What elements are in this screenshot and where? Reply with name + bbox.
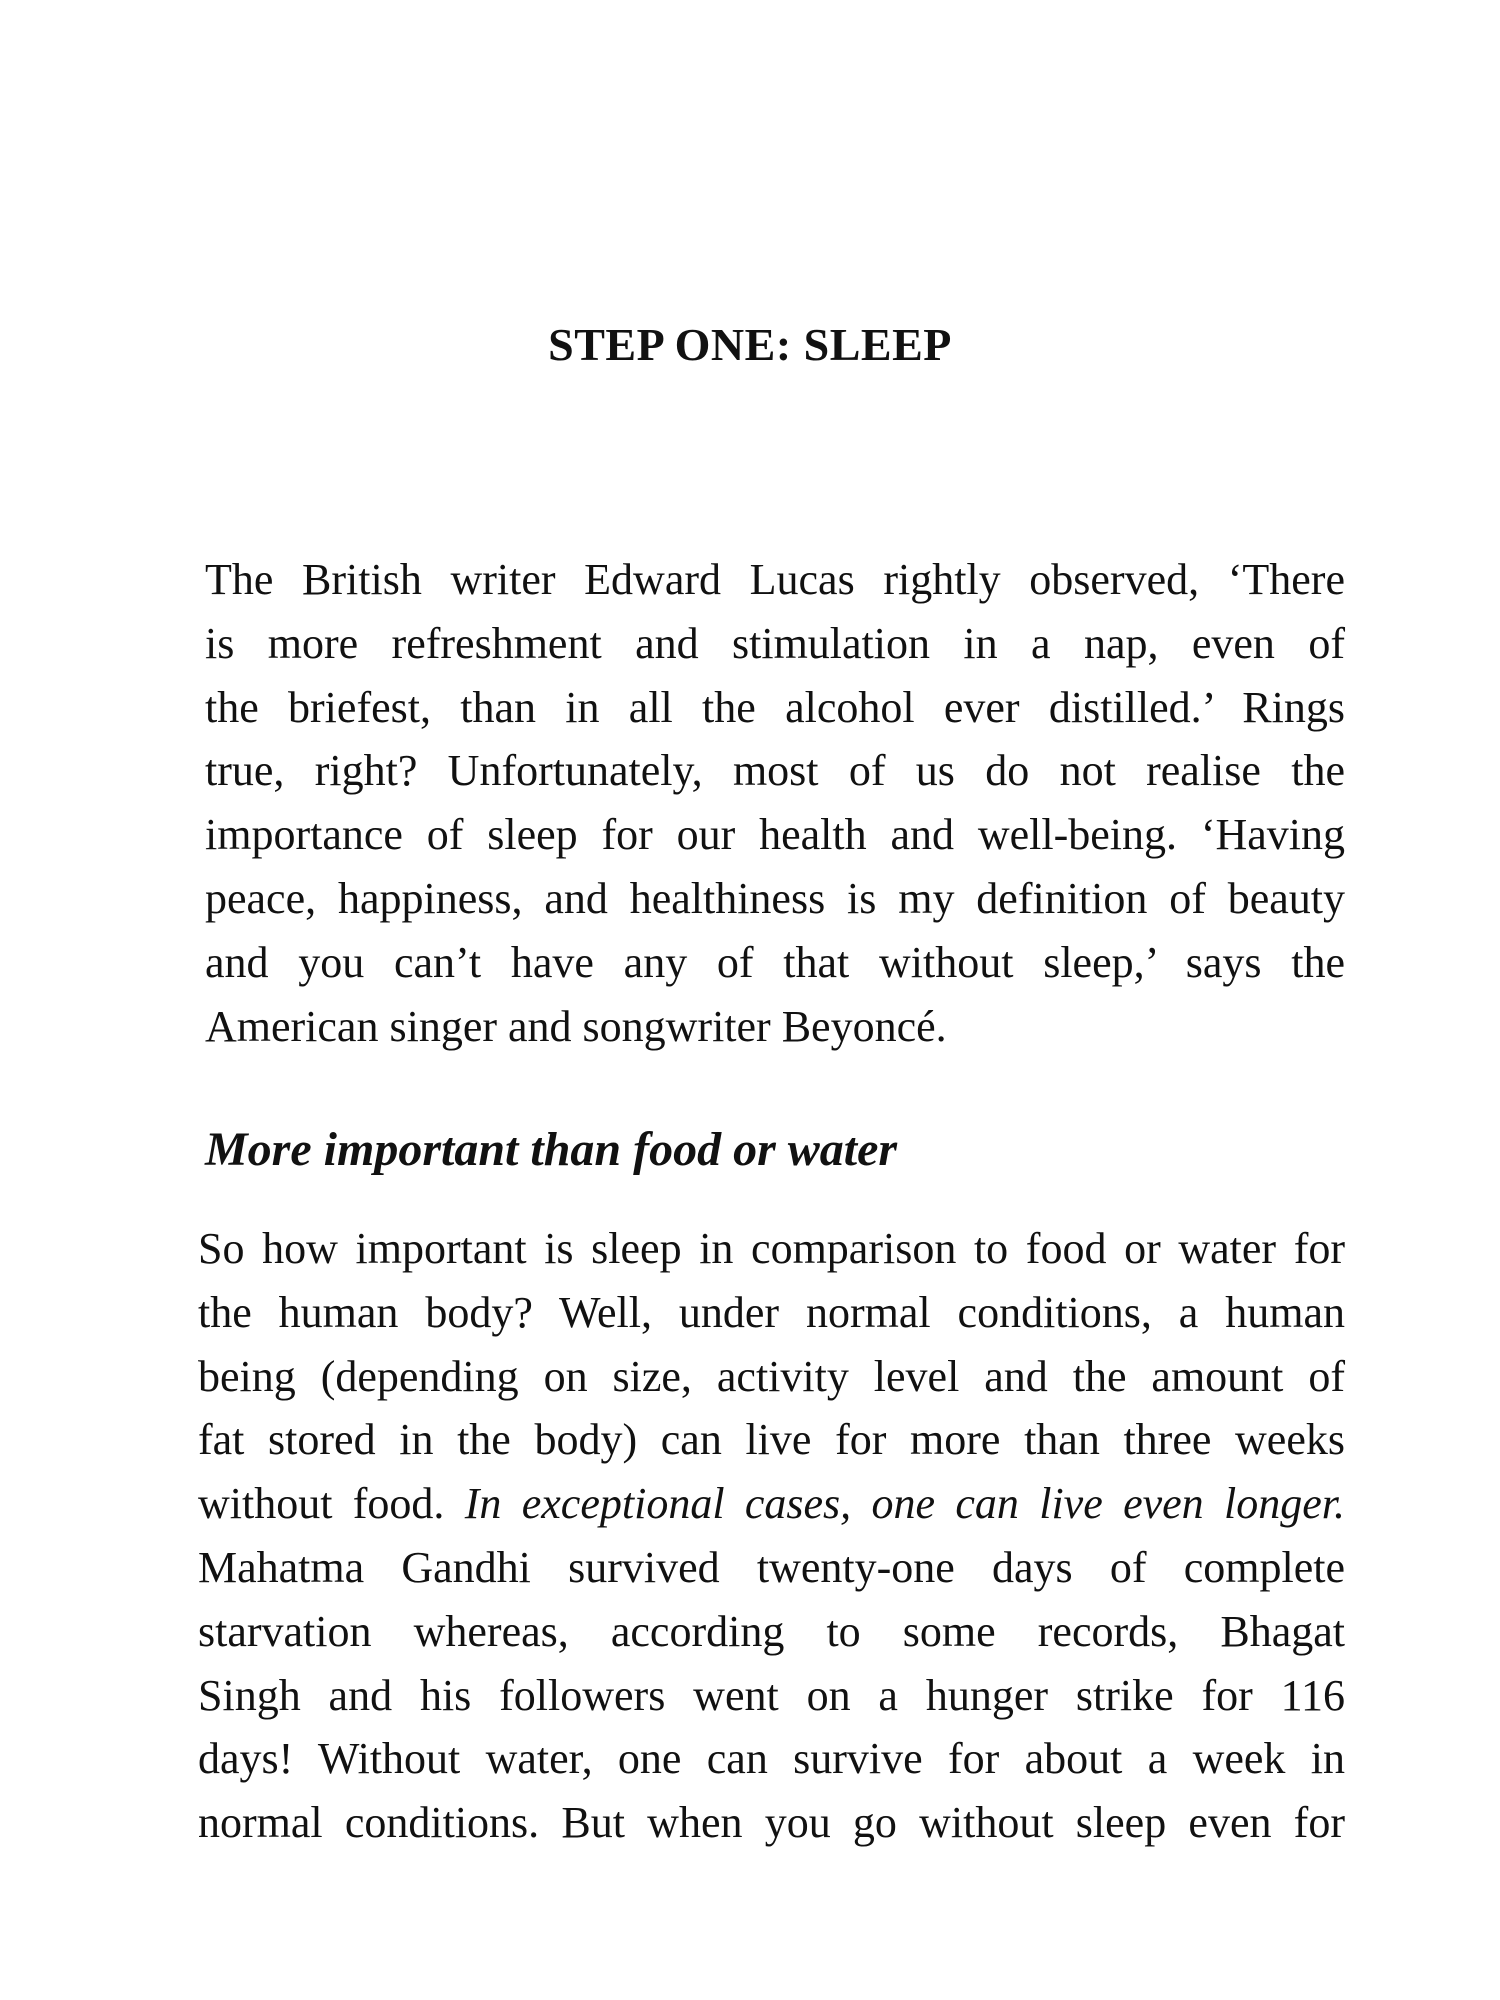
paragraph-line: starvation whereas, according to some records, Bhagat: [198, 1606, 1345, 1656]
paragraph-line: the human body? Well, under normal conditions, a human: [198, 1287, 1345, 1337]
paragraph-line: Mahatma Gandhi survived twenty-one days of complete: [198, 1542, 1345, 1592]
paragraph-line: true, right? Unfortunately, most of us do not realise the: [205, 746, 1345, 796]
paragraph-line: being (depending on size, activity level and the amount of: [198, 1351, 1345, 1401]
italic-text: In exceptional cases, one can live even longer.: [464, 1479, 1345, 1529]
body-paragraph: [198, 1217, 1345, 1855]
paragraph-line: fat stored in the body) can live for more than three weeks: [198, 1415, 1345, 1465]
paragraph-line: peace, happiness, and healthiness is my definition of beauty: [205, 873, 1345, 923]
section-heading: More important than food or water: [205, 1123, 898, 1176]
paragraph-line: So how important is sleep in comparison to food or water for: [198, 1224, 1345, 1273]
paragraph-line: days! Without water, one can survive for about a week in: [198, 1734, 1345, 1784]
paragraph-line: the briefest, than in all the alcohol ever distilled.’ Rings: [205, 682, 1345, 732]
paragraph-line: normal conditions. But when you go without sleep even for: [198, 1798, 1345, 1848]
chapter-title: STEP ONE: SLEEP: [548, 319, 952, 370]
paragraph-line-mixed: [198, 1472, 1345, 1536]
paragraph-line: The British writer Edward Lucas rightly observed, ‘There: [205, 555, 1345, 604]
plain-text: without food.: [198, 1479, 465, 1529]
paragraph-line: importance of sleep for our health and well-being. ‘Having: [205, 810, 1345, 860]
paragraph-line: and you can’t have any of that without sleep,’ says the: [205, 937, 1345, 987]
paragraph-line: American singer and songwriter Beyoncé.: [205, 1001, 947, 1051]
paragraph-line: is more refreshment and stimulation in a nap, even of: [205, 618, 1345, 668]
paragraph-line: Singh and his followers went on a hunger strike for 116: [198, 1670, 1345, 1720]
body-paragraph: [205, 548, 1345, 1058]
